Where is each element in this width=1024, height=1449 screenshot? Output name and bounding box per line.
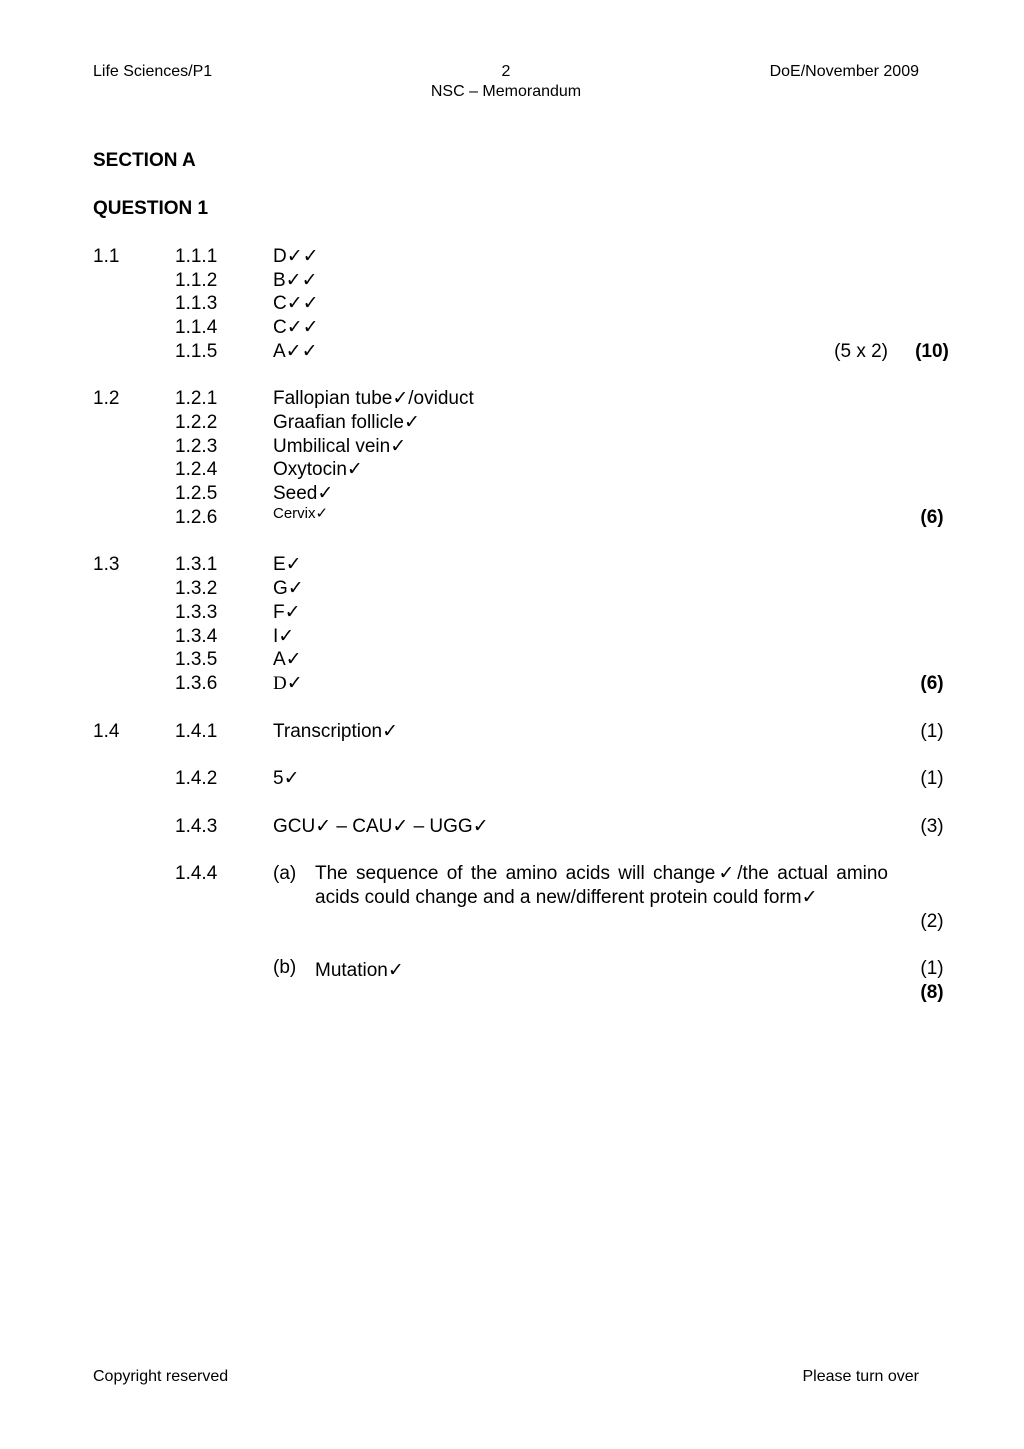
header-center: [380, 62, 632, 102]
part-label-a: (a): [273, 863, 297, 884]
answer-text: A✓: [273, 649, 302, 670]
sub-question-number: 1.3.2: [175, 578, 218, 599]
answer-text: F✓: [273, 602, 301, 623]
answer-row: [0, 411, 1024, 435]
answer-row: [0, 387, 1024, 411]
answer-text: C✓✓: [273, 317, 319, 338]
sub-question-number: 1.1.2: [175, 270, 218, 291]
mark-allocation: (2): [920, 911, 944, 932]
mark-allocation: (3): [920, 816, 944, 837]
sub-question-number: 1.4.3: [175, 816, 218, 837]
sub-question-number: 1.1.3: [175, 293, 218, 314]
sub-question-number: 1.3.6: [175, 673, 218, 694]
answer-text: GCU✓ – CAU✓ – UGG✓: [273, 816, 489, 837]
question-number: 1.4: [93, 721, 120, 742]
sub-question-number: 1.4.4: [175, 863, 218, 884]
header-date: DoE/November 2009: [769, 63, 919, 80]
answer-row: [0, 672, 1024, 696]
answer-text-b: Mutation✓: [315, 960, 404, 981]
question-title: QUESTION 1: [93, 198, 209, 219]
answer-text: Umbilical vein✓: [273, 436, 407, 457]
mark-allocation: (1): [920, 721, 944, 742]
answer-row: [0, 506, 1024, 530]
answer-row: [0, 601, 1024, 625]
answer-text: G✓: [273, 578, 304, 599]
answer-row: [0, 269, 1024, 293]
sub-question-number: 1.2.3: [175, 436, 218, 457]
answer-text: Graafian follicle✓: [273, 412, 420, 433]
sub-question-number: 1.2.5: [175, 483, 218, 504]
answer-paragraph-a: The sequence of the amino acids will change✓/the actual amino acids could change and a new/different protein could form✓: [315, 863, 888, 908]
question-number: 1.3: [93, 554, 120, 575]
answer-row: [0, 815, 1024, 839]
answer-row: [0, 458, 1024, 482]
question-total-mark: (8): [920, 982, 944, 1003]
sub-question-number: 1.4.1: [175, 721, 218, 742]
sub-question-number: 1.3.1: [175, 554, 218, 575]
answer-text: Seed✓: [273, 483, 334, 504]
answer-text: Fallopian tube✓/oviduct: [273, 388, 474, 409]
answer-row: [0, 577, 1024, 601]
answer-text: Transcription✓: [273, 721, 399, 742]
footer-copyright: Copyright reserved: [93, 1368, 229, 1385]
part-label-b: (b): [273, 957, 297, 978]
sub-question-number: 1.2.2: [175, 412, 218, 433]
answer-row: [0, 245, 1024, 269]
answer-row: [0, 553, 1024, 577]
sub-question-number: 1.2.4: [175, 459, 218, 480]
header-doc-type: NSC – Memorandum: [430, 83, 582, 100]
answer-text: Oxytocin✓: [273, 459, 363, 480]
sub-question-number: 1.3.4: [175, 626, 218, 647]
section-title: SECTION A: [93, 150, 196, 171]
sub-question-number: 1.1.1: [175, 246, 218, 267]
sub-question-number: 1.2.6: [175, 507, 218, 528]
answer-text: 5✓: [273, 768, 300, 789]
question-number: 1.1: [93, 246, 120, 267]
answer-text: D✓: [273, 673, 303, 694]
sub-question-number: 1.2.1: [175, 388, 218, 409]
mark-allocation: (1): [920, 768, 944, 789]
footer-turn-over: Please turn over: [802, 1368, 919, 1385]
question-total-mark: (10): [915, 341, 949, 362]
answer-text: B✓✓: [273, 270, 318, 291]
answer-row: [0, 482, 1024, 506]
answer-row: [0, 720, 1024, 744]
sub-question-number: 1.3.3: [175, 602, 218, 623]
sub-question-number: 1.4.2: [175, 768, 218, 789]
answer-text: A✓✓: [273, 341, 318, 362]
question-total-mark: (6): [920, 507, 944, 528]
answer-row: [0, 292, 1024, 316]
answer-row: [0, 648, 1024, 672]
answer-row: [0, 625, 1024, 649]
answer-row: [0, 767, 1024, 791]
answer-text: I✓: [273, 626, 295, 647]
answer-row: [0, 340, 1024, 364]
sub-question-number: 1.1.5: [175, 341, 218, 362]
sub-question-number: 1.1.4: [175, 317, 218, 338]
sub-question-number: 1.3.5: [175, 649, 218, 670]
question-number: 1.2: [93, 388, 120, 409]
answer-row: [0, 435, 1024, 459]
answer-text: E✓: [273, 554, 302, 575]
question-total-mark: (6): [920, 673, 944, 694]
answer-text: D✓✓: [273, 246, 319, 267]
header-subject: Life Sciences/P1: [93, 63, 213, 80]
answer-row: [0, 316, 1024, 340]
mark-calculation: (5 x 2): [834, 341, 888, 362]
answer-text: C✓✓: [273, 293, 319, 314]
mark-allocation: (1): [920, 958, 944, 979]
answer-text: Cervix✓: [273, 505, 329, 522]
header-page-number: 2: [501, 63, 511, 80]
